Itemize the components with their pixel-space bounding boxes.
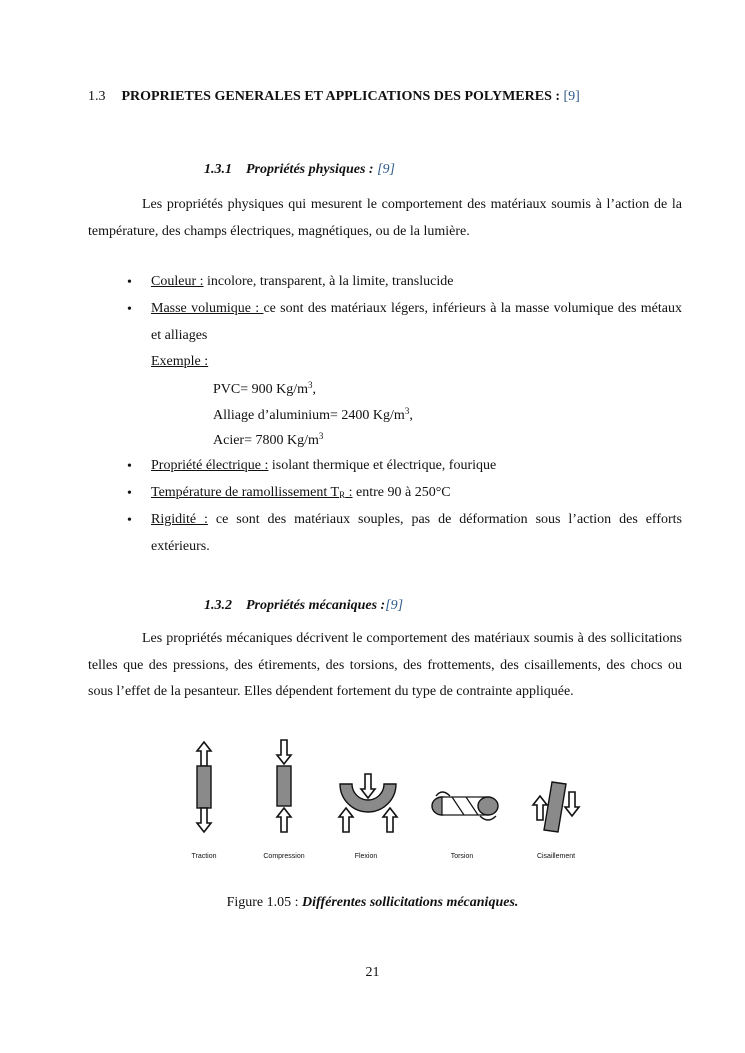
bullet-couleur	[151, 269, 682, 296]
bullet-rigidite-text: ce sont des matériaux souples, pas de déformation sous l’action des efforts extérieurs.	[151, 512, 682, 554]
bullet-temperature-text: entre 90 à 250°C	[352, 485, 451, 500]
physical-intro-paragraph: Les propriétés physiques qui mesurent le comportement des matériaux soumis à l’action de la température, des champs électriques, magnétiques, ou de la lumière.	[88, 197, 682, 239]
label-traction: Traction	[191, 853, 217, 860]
bullet-electrique	[151, 453, 682, 480]
bullet-rigidite	[151, 507, 682, 560]
example-label: Exemple :	[151, 354, 209, 369]
subsection-physical-heading	[204, 162, 395, 178]
example-label-line	[151, 349, 682, 376]
subsection-physical-title: Propriétés physiques :	[246, 162, 374, 177]
section-heading	[88, 89, 580, 105]
subsection-mechanical-number: 1.3.2	[204, 598, 232, 613]
bullet-temperature-label: Température de ramollissement $T_R$ :	[151, 485, 353, 500]
bullet-masse-text: ce sont des matériaux légers, inférieurs à la masse volumique des métaux et alliages	[151, 301, 682, 343]
figure-caption-title: Différentes sollicitations mécaniques.	[302, 895, 519, 910]
subsection-mechanical-ref: [9]	[385, 598, 404, 613]
bullet-dot: •	[127, 275, 132, 290]
subsection-physical-ref: [9]	[377, 162, 395, 177]
label-torsion: Torsion	[450, 853, 474, 860]
traction-diagram	[197, 742, 211, 832]
bullet-rigidite-label: Rigidité :	[151, 512, 208, 527]
label-compression: Compression	[263, 853, 305, 860]
compression-diagram	[277, 740, 291, 832]
bullet-electrique-text: isolant thermique et électrique, fourique	[268, 458, 497, 473]
subsection-mechanical-title: Propriétés mécaniques :	[246, 598, 386, 613]
section-title: PROPRIETES GENERALES ET APPLICATIONS DES POLYMERES :	[121, 89, 561, 104]
bullet-couleur-text: incolore, transparent, à la limite, translucide	[203, 274, 454, 289]
figure-caption-prefix: Figure 1.05 :	[226, 895, 303, 910]
bullet-temperature	[151, 480, 682, 509]
bullet-masse-label: Masse volumique :	[151, 301, 264, 316]
bullet-dot: •	[127, 459, 132, 474]
subsection-mechanical-heading	[204, 598, 403, 614]
label-cisaillement: Cisaillement	[536, 853, 576, 860]
mechanical-stress-figure	[180, 738, 600, 866]
bullet-dot: •	[127, 486, 132, 501]
label-flexion: Flexion	[354, 853, 378, 860]
example-acier: Acier= 7800 $Kg/m^3$	[213, 431, 324, 448]
page-number: 21	[365, 965, 380, 980]
bullet-dot: •	[127, 302, 132, 317]
mechanical-intro-paragraph: Les propriétés mécaniques décrivent le comportement des matériaux soumis à des sollicitations telles que des pressions, des étirements, des torsions, des frottements, des cisaillements, des chocs ou sous l’effet de la pesanteur. Elles dépendent fortement du type de contrainte appliquée.	[88, 631, 682, 699]
flexion-diagram	[339, 774, 397, 832]
bullet-dot: •	[127, 513, 132, 528]
cisaillement-diagram	[533, 782, 579, 832]
bullet-masse	[151, 296, 682, 349]
bullet-couleur-label: Couleur :	[151, 274, 204, 289]
section-ref: [9]	[563, 89, 580, 104]
example-aluminium: Alliage d’aluminium= 2400 $Kg/m^3$,	[213, 406, 413, 423]
torsion-diagram	[432, 792, 498, 820]
bullet-electrique-label: Propriété électrique :	[151, 458, 269, 473]
subsection-physical-number: 1.3.1	[204, 162, 232, 177]
example-pvc: PVC= 900 $Kg/m^3$,	[213, 380, 317, 397]
section-number: 1.3	[88, 89, 106, 104]
figure-caption	[0, 895, 745, 911]
